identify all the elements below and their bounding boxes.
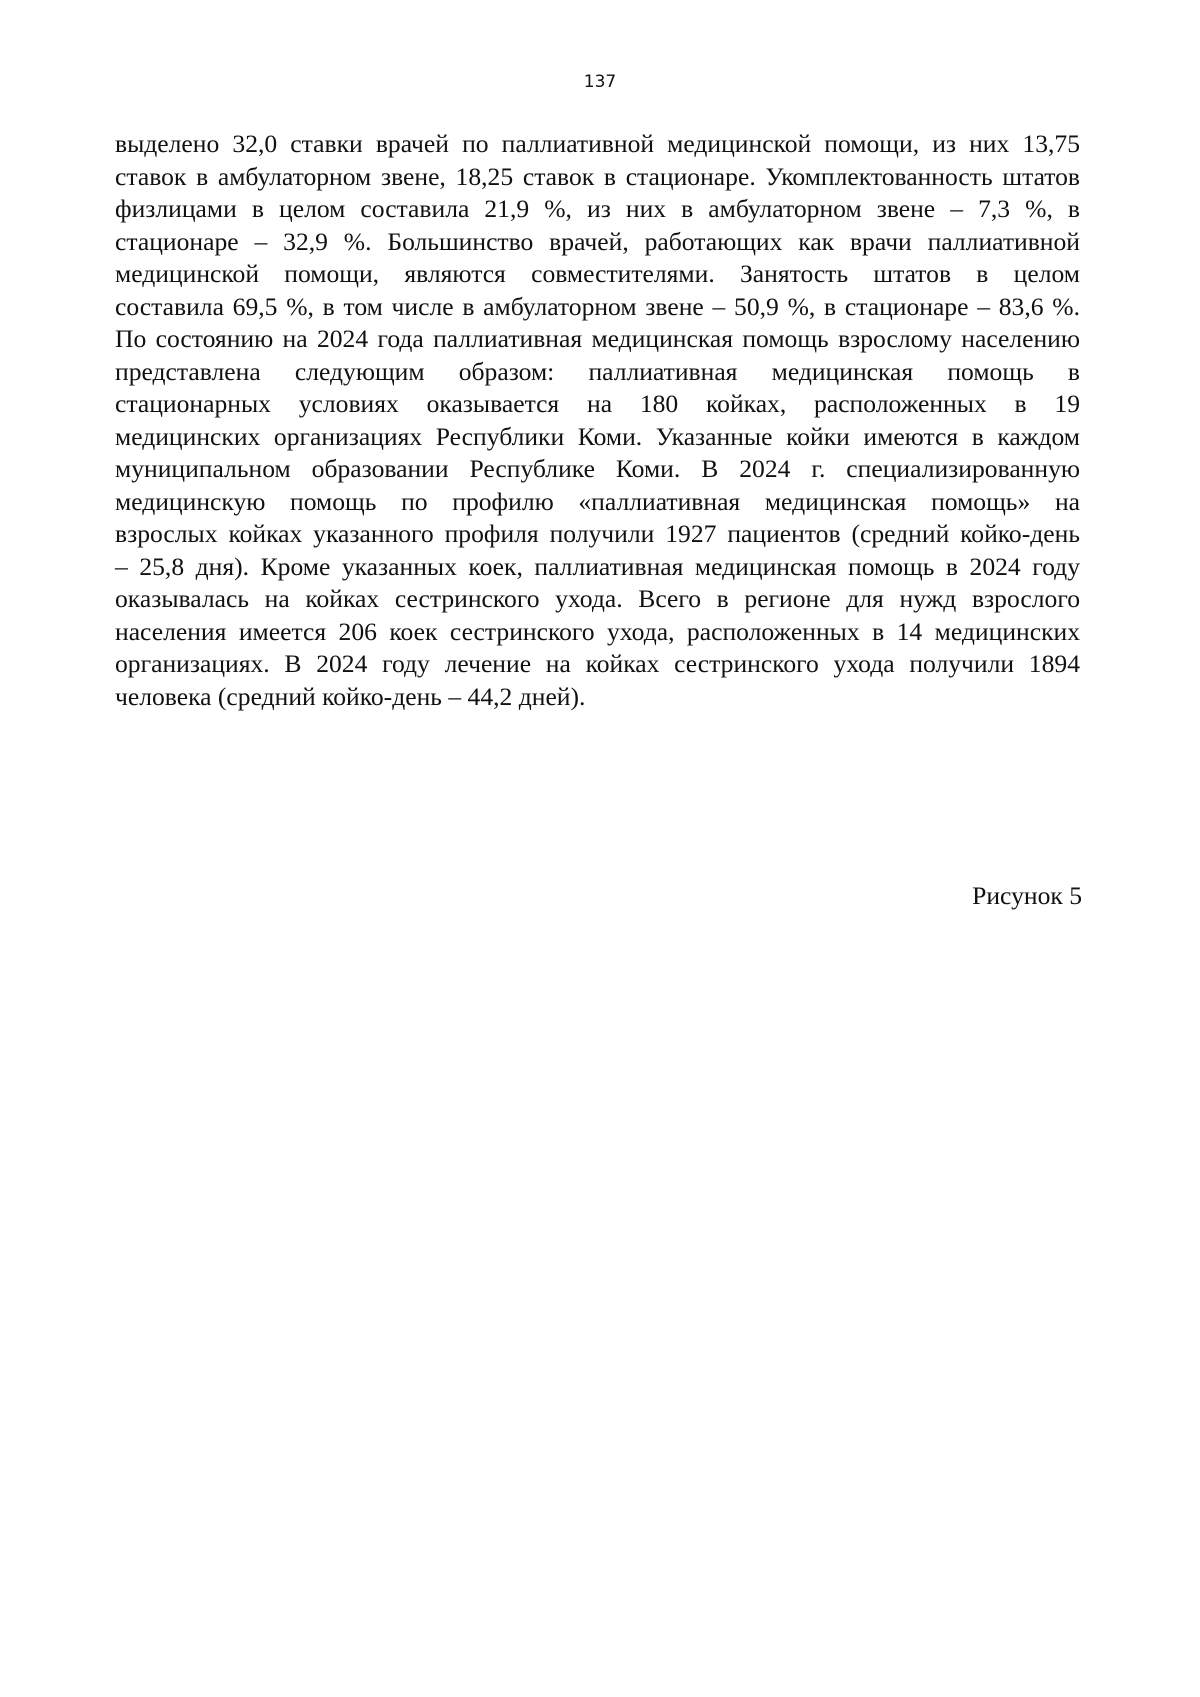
- paragraph-line: выделено 32,0 ставки врачей по паллиативной медицинской помощи, из них 13,75: [115, 129, 1080, 158]
- paragraph-line: человека (средний койко-день – 44,2 дней).: [115, 681, 586, 711]
- body-paragraph: [115, 128, 1080, 713]
- paragraph-line: оказывалась на койках сестринского ухода. Всего в регионе для нужд взрослого: [115, 584, 1080, 613]
- paragraph-line: ставок в амбулаторном звене, 18,25 ставок в стационаре. Укомплектованность штатов: [115, 161, 1080, 191]
- figure-caption: Рисунок 5: [972, 881, 1082, 910]
- paragraph-line: взрослых койках указанного профиля получили 1927 пациентов (средний койко-день: [115, 519, 1080, 548]
- paragraph-line: муниципальном образовании Республике Коми. В 2024 г. специализированную: [115, 454, 1080, 483]
- page-number: 137: [583, 72, 617, 92]
- paragraph-line: стационаре – 32,9 %. Большинство врачей, работающих как врачи паллиативной: [115, 226, 1080, 256]
- paragraph-line: составила 69,5 %, в том числе в амбулаторном звене – 50,9 %, в стационаре – 83,6 %.: [115, 291, 1080, 321]
- paragraph-line: населения имеется 206 коек сестринского ухода, расположенных в 14 медицинских: [115, 616, 1080, 646]
- paragraph-line: медицинскую помощь по профилю «паллиативная медицинская помощь» на: [115, 486, 1080, 516]
- paragraph-line: стационарных условиях оказывается на 180 койках, расположенных в 19: [115, 389, 1080, 418]
- paragraph-line: По состоянию на 2024 года паллиативная медицинская помощь взрослому населению: [115, 324, 1080, 353]
- paragraph-line: представлена следующим образом: паллиативная медицинская помощь в: [115, 356, 1080, 386]
- paragraph-line: – 25,8 дня). Кроме указанных коек, паллиативная медицинская помощь в 2024 году: [115, 551, 1080, 581]
- paragraph-line: медицинской помощи, являются совместителями. Занятость штатов в целом: [115, 259, 1080, 288]
- paragraph-line: физлицами в целом составила 21,9 %, из них в амбулаторном звене – 7,3 %, в: [115, 194, 1080, 223]
- paragraph-line: организациях. В 2024 году лечение на койках сестринского ухода получили 1894: [115, 649, 1080, 678]
- paragraph-line: медицинских организациях Республики Коми. Указанные койки имеются в каждом: [115, 421, 1080, 451]
